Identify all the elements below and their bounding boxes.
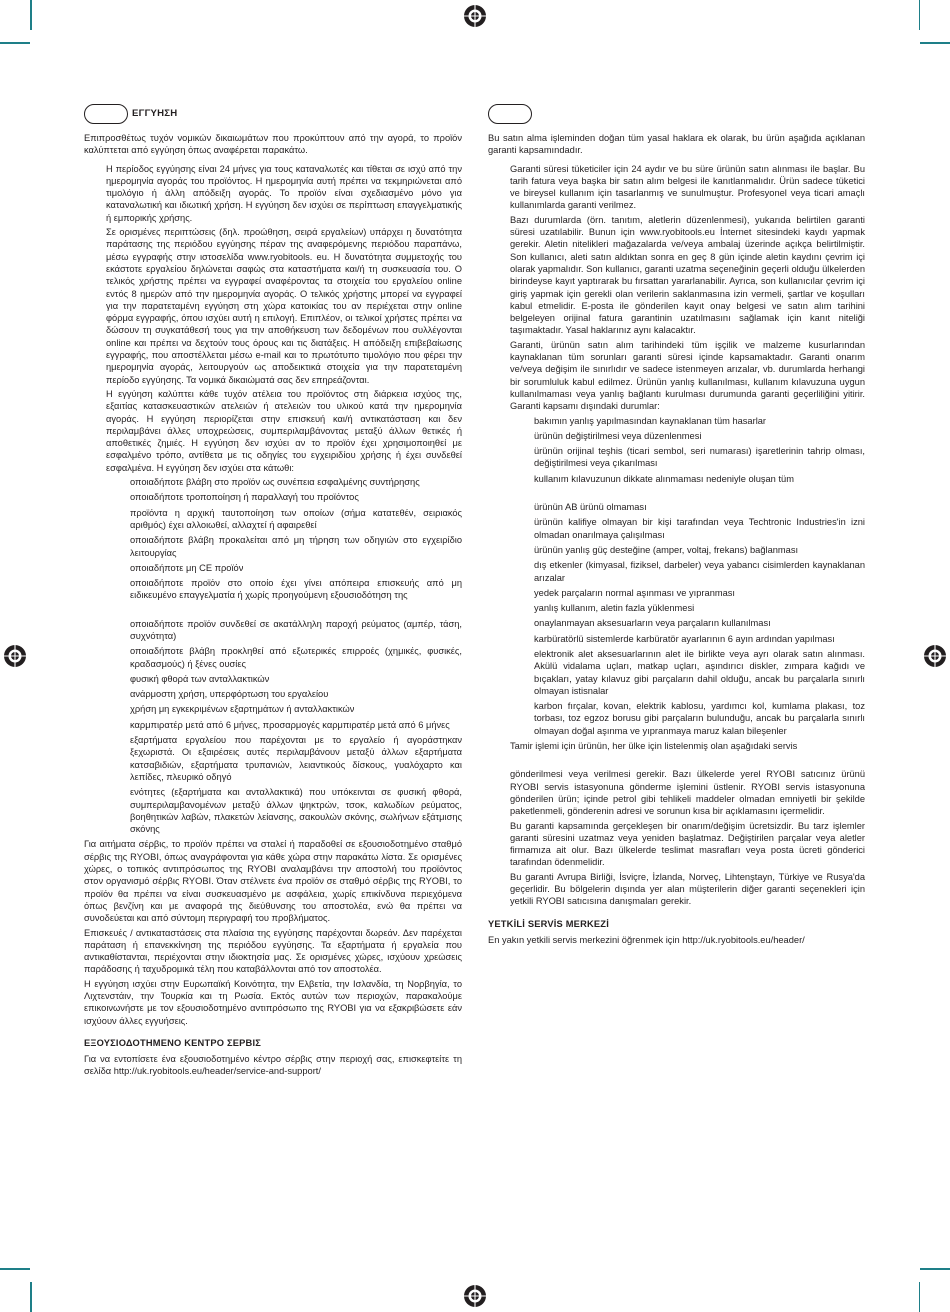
turkish-paragraph: Bu garanti Avrupa Birliği, İsviçre, İzlanda, Norveç, Lihtenştayn, Türkiye ve Rusya'da geçerlidir. Bu bölgelerin dışında yer alan müşterilerin diğer garanti seçenekleri için yetkili RYOBI satıcısına danışmaları gerekir.: [510, 871, 865, 907]
greek-exclusions-list: [84, 476, 462, 835]
list-item: φυσική φθορά των ανταλλακτικών: [130, 673, 270, 684]
list-item: ürünün değiştirilmesi veya düzenlenmesi: [534, 430, 702, 441]
greek-service-heading: ΕΞΟΥΣΙΟΔΟΤΗΜΕΝΟ ΚΕΝΤΡΟ ΣΕΡΒΙΣ: [84, 1037, 262, 1048]
list-item: ürünün yanlış güç desteğine (amper, voltaj, frekans) bağlanması: [534, 544, 799, 555]
language-code-badge: [488, 104, 532, 124]
turkish-paragraph: Bazı durumlarda (örn. tanıtım, aletlerin düzenlenmesi), yukarıda belirtilen garanti süresi uzatılabilir. Bunun için www.ryobitools.eu İnternet sitesindeki kaydı yapmak gerekir. Aletin nitelikleri mağazalarda ve/veya ambalaj üzerinde açıkça belirtilmiştir. Son kullanıcı, aleti satın aldıktan sonra en geç 8 gün içinde aletin kaydını çevrim içi olarak yapmalıdır. Son kullanıcı, garanti uzatma seçeneğinin geçerli olduğu ülkelerden birindeyse kayıt yaptırarak bu fırsattan yararlanabilir. Ayrıca, son kullanıcılar çevrim içi giriş yapmak için gerekli olan verilerin saklanmasına izin vermeli, şartlar ve koşulları kabul etmelidir. E-posta ile gönderilen kayıt onay belgesi ve satın alım tarihini belgeleyen orijinal fatura garantinin uzatılmasını sağlamak için kanıt niteliği taşımaktadır. Yasal haklarınız aynı kalacaktır.: [510, 214, 865, 336]
turkish-paragraph: gönderilmesi veya verilmesi gerekir. Bazı ülkelerde yerel RYOBI satıcınız ürünü RYOBI servis istasyonuna gönderme işlemini üstlenir. RYOBI servis istasyonuna gönderilen ürün; içinde petrol gibi tehlikeli maddeler olmadan emniyetli bir şekilde paketlenmeli, gönderenin adresi ve sorunun kısa bir açıklamasını içermelidir.: [510, 769, 865, 817]
turkish-warranty-column: [488, 102, 865, 948]
registration-mark-icon: [922, 643, 948, 669]
greek-service-text: Για να εντοπίσετε ένα εξουσιοδοτημένο κέντρο σέρβις στην περιοχή σας, επισκεφτείτε τη σελίδα http://uk.ryobitools.eu/header/service-and-support/: [84, 1054, 462, 1077]
list-item: kullanım kılavuzunun dikkate alınmaması nedeniyle oluşan tüm: [534, 473, 794, 484]
list-item: οποιαδήποτε βλάβη στο προϊόν ως συνέπεια εσφαλμένης συντήρησης: [130, 477, 420, 488]
list-item: οποιαδήποτε τροποποίηση ή παραλλαγή του προϊόντος: [130, 492, 359, 503]
turkish-service-text: En yakın yetkili servis merkezini öğrenmek için http://uk.ryobitools.eu/header/: [488, 934, 805, 945]
turkish-intro: Bu satın alma işleminden doğan tüm yasal haklara ek olarak, bu ürün aşağıda açıklanan garanti kapsamındadır.: [488, 133, 865, 156]
greek-section-header: [84, 102, 462, 126]
list-item: οποιαδήποτε προϊόν συνδεθεί σε ακατάλληλη παροχή ρεύματος (αμπέρ, τάση, συχνότητα): [130, 618, 462, 641]
greek-paragraph: Η περίοδος εγγύησης είναι 24 μήνες για τους καταναλωτές και τίθεται σε ισχύ από την ημερομηνία αγοράς του προϊόντος. Η ημερομηνία αυτή πρέπει να τεκμηριώνεται από τιμολόγιο ή άλλη απόδειξη αγοράς. Το προϊόν είναι σχεδιασμένο μόνο για καταναλωτική και ιδιωτική χρήση. Η εγγύηση δεν ισχύει σε περίπτωση επαγγελματικής ή εμπορικής χρήσης.: [106, 163, 462, 223]
registration-mark-icon: [462, 3, 488, 29]
greek-paragraph: Η εγγύηση καλύπτει κάθε τυχόν ατέλεια του προϊόντος στη διάρκεια ισχύος της, εξαιτίας κατασκευαστικών ατελειών ή ατελειών του υλικού κατά την ημερομηνία αγοράς. Η εγγύηση περιορίζεται στην επισκευή και/ή αντικατάσταση και δεν περιλαμβάνει άλλες υποχρεώσεις, συμπεριλαμβάνοντας μεταξύ άλλων θετικές ή αποθετικές ζημιές. Η εγγύηση δεν ισχύει αν το προϊόν έχει χρησιμοποιηθεί με εσφαλμένο τρόπο, αντίθετα με τις οδηγίες του εγχειριδίου χρήσης ή έχει συνδεθεί εσφαλμένα. Η εγγύηση δεν ισχύει στα κάτωθι:: [106, 388, 462, 473]
list-item: onaylanmayan aksesuarların veya parçaların kullanılması: [534, 618, 771, 629]
list-item: bakımın yanlış yapılmasından kaynaklanan tüm hasarlar: [534, 415, 767, 426]
crop-mark: [920, 1268, 950, 1270]
turkish-paragraph: Tamir işlemi için ürünün, her ülke için listelenmiş olan aşağıdaki servis: [510, 741, 798, 752]
greek-paragraph: Για αιτήματα σέρβις, το προϊόν πρέπει να σταλεί ή παραδοθεί σε εξουσιοδοτημένο σταθμό σέρβις της RYOBI, όπως αναγράφονται για κάθε χώρα στην παρακάτω λίστα. Σε ορισμένες χώρες, ο τοπικός αντιπρόσωπος της RYOBI αναλαμβάνει την αποστολή του προϊόντος στον οργανισμό σέρβις RYOBI. Όταν στέλνετε ένα προϊόν σε σταθμό σέρβις της RYOBI, το προϊόν θα πρέπει να είναι συσκευασμένο με ασφάλεια, χωρίς επικίνδυνα περιεχόμενα όπως βενζίνη και με αναφορά της διεύθυνσης του αποστολέα, ενώ θα πρέπει να συνοδεύεται και από σύντομη περιγραφή του προβλήματος.: [84, 839, 462, 924]
greek-paragraph: Σε ορισμένες περιπτώσεις (δηλ. προώθηση, σειρά εργαλείων) υπάρχει η δυνατότητα παράτασης της περιόδου εγγύησης πέραν της αναφερόμενης περιόδου παραπάνω, μέσω εγγραφής στην ιστοσελίδα www.ryobitools. eu. Η δυνατότητα συμμετοχής του εκάστοτε εργαλείου δηλώνεται σαφώς στα καταστήματα και/ή τη συσκευασία του. Ο τελικός χρήστης πρέπει να εγγραφεί αναφέροντας τα στοιχεία του εργαλείου online εντός 8 ημερών από την ημερομηνία αγοράς. Ο τελικός χρήστης μπορεί να εγγραφεί για την παρατεταμένη εγγύηση στη χώρα κατοικίας του αν περιέχεται στην online φόρμα εγγραφής, όπου ισχύει αυτή η επιλογή. Επιπλέον, οι τελικοί χρήστες πρέπει να δώσουν τη συγκατάθεσή τους για την αποθήκευση των δεδομένων που συλλέγονται online και πρέπει να δεχτούν τους όρους και τις διατάξεις. Η απόδειξη επιβεβαίωσης εγγραφής, που αποστέλλεται μέσω e-mail και το πρωτότυπο τιμολόγιο που φέρει την ημερομηνία αγοράς, λειτουργούν ως αποδεικτικά στοιχεία για την παρατεταμένη περίοδο εγγύησης. Τα νομικά δικαιώματά σας δεν επηρεάζονται.: [106, 227, 462, 385]
list-item: ενότητες (εξαρτήματα και ανταλλακτικά) που υπόκεινται σε φυσική φθορά, συμπεριλαμβανομένων μεταξύ άλλων ψηκτρών, τσοκ, καλωδίων ρεύματος, βοηθητικών λαβών, πλακετών λείανσης, σακουλών σκόνης, σωλήνων εξάτμισης σκόνης: [130, 787, 462, 835]
crop-mark: [30, 1282, 32, 1312]
list-item: yanlış kullanım, aletin fazla yüklenmesi: [534, 603, 695, 614]
registration-mark-icon: [2, 643, 28, 669]
crop-mark: [920, 42, 950, 44]
turkish-paragraph: Bu garanti kapsamında gerçekleşen bir onarım/değişim ücretsizdir. Bu tarz işlemler garanti süresini uzatmaz veya yeniden başlatmaz. Değiştirilen parçalar veya aletler firmamıza ait olur. Bazı ülkelerde teslimat masrafları veya posta ücreti gönderici tarafından ödenmelidir.: [510, 820, 865, 868]
list-item: elektronik alet aksesuarlarının alet ile birlikte veya ayrı olarak satın alınması. Akülü vidalama uçları, matkap uçları, aşındırıcı diskler, zımpara kağıdı ve bıçakları, yatay kılavuz gibi parçaların dahil olduğu, ancak bu parçalarla sınırlı olmayan istisnalar: [534, 648, 865, 696]
language-code-badge: [84, 104, 128, 124]
turkish-section-header: [488, 102, 865, 126]
list-item: οποιαδήποτε βλάβη προκληθεί από εξωτερικές επιρροές (χημικές, φυσικές, κραδασμούς) ή ξένες ουσίες: [130, 646, 462, 669]
list-item: ürünün kalifiye olmayan bir kişi tarafından veya Techtronic Industries'in izni olmadan onarılmaya çalışılması: [534, 517, 865, 540]
list-item: ürünün AB ürünü olmaması: [534, 502, 647, 513]
crop-mark: [0, 42, 30, 44]
crop-mark: [919, 0, 921, 30]
list-item: karbon fırçalar, kovan, elektrik kablosu, yardımcı kol, kumlama plakası, toz torbası, toz egzoz borusu gibi parçaların bulunduğu, ancak bu parçalarla sınırlı olmayan doğal aşınma ve yıpranmaya maruz kalan bileşenler: [534, 701, 865, 736]
turkish-exclusions-list: [488, 415, 865, 738]
list-item: οποιαδήποτε προϊόν στο οποίο έχει γίνει απόπειρα επισκευής από μη ειδικευμένο επαγγελματία ή χωρίς προηγούμενη εξουσιοδότηση της: [130, 578, 462, 601]
list-item: karbüratörlü sistemlerde karbüratör ayarlarının 6 ayın ardından yapılması: [534, 633, 835, 644]
list-item: ανάρμοστη χρήση, υπερφόρτωση του εργαλείου: [130, 689, 329, 700]
list-item: εξαρτήματα εργαλείου που παρέχονται με το εργαλείο ή αγοράστηκαν ξεχωριστά. Οι εξαιρέσεις αυτές περιλαμβάνουν μεταξύ άλλων εξαρτήματα κατσαβιδιών, εξαρτήματα τρυπανιών, λειαντικούς δίσκους, γυαλόχαρτο και λεπίδες, πλευρικό οδηγό: [130, 735, 462, 782]
greek-warranty-column: [84, 102, 462, 1080]
crop-mark: [0, 1268, 30, 1270]
turkish-service-heading: YETKİLİ SERVİS MERKEZİ: [488, 918, 609, 929]
registration-mark-icon: [462, 1283, 488, 1309]
crop-mark: [30, 0, 32, 30]
list-item: οποιαδήποτε βλάβη προκαλείται από μη τήρηση των οδηγιών στο εγχειρίδιο λειτουργίας: [130, 535, 462, 558]
greek-paragraph: Επισκευές / αντικαταστάσεις στα πλαίσια της εγγύησης παρέχονται δωρεάν. Δεν παρέχεται παράταση ή επανεκκίνηση της περιόδου εγγύησης. Τα εξαρτήματα ή εργαλεία που αντικαθίστανται, περιέχονται στην ιδιοκτησία μας. Σε ορισμένες χώρες, ισχύουν χρεώσεις παράδοσης ή ταχυδρομικά τέλη που καταβάλλονται από τον αποστολέα.: [84, 927, 462, 975]
turkish-paragraph: Garanti süresi tüketiciler için 24 aydır ve bu süre ürünün satın alınması ile başlar. Bu tarih fatura veya başka bir satın alım belgesi ile kanıtlanmalıdır. Ürün sadece tüketici ve bireysel kullanım için tasarlanmış ve sunulmuştur. Profesyonel veya ticari amaçlı kullanımlarda garanti verilmez.: [510, 163, 865, 211]
list-item: χρήση μη εγκεκριμένων εξαρτημάτων ή ανταλλακτικών: [130, 704, 355, 715]
list-item: yedek parçaların normal aşınması ve yıpranması: [534, 587, 736, 598]
greek-warranty-heading: ΕΓΓΥΗΣΗ: [132, 107, 178, 119]
list-item: dış etkenler (kimyasal, fiziksel, darbeler) veya yabancı cisimlerden kaynaklanan arızalar: [534, 560, 865, 583]
greek-paragraph: Η εγγύηση ισχύει στην Ευρωπαϊκή Κοινότητα, την Ελβετία, την Ισλανδία, τη Νορβηγία, το Λιχτενστάιν, την Τουρκία και τη Ρωσία. Εκτός αυτών των περιοχών, παρακαλούμε επικοινωνήστε με τον εξουσιοδοτημένο αντιπρόσωπο της RYOBI για να εξακριβώσετε εάν ισχύουν άλλες εγγυήσεις.: [84, 978, 462, 1026]
list-item: οποιαδήποτε μη CE προϊόν: [130, 562, 244, 573]
list-item: προϊόντα η αρχική ταυτοποίηση των οποίων (σήμα κατατεθέν, σειριακός αριθμός) έχει αλλοιωθεί, αλλαχτεί ή αφαιρεθεί: [130, 507, 462, 530]
turkish-paragraph: Garanti, ürünün satın alım tarihindeki tüm işçilik ve malzeme kusurlarından kaynaklanan tüm sorunları garanti süresi içinde kapsamaktadır. Garanti onarım ve/veya değişim ile sınırlıdır ve sadece istenmeyen arızalar, vb. durumlarda herhangi bir sorumluluk kabul edilmez. Ürünün yanlış kullanılması, kullanım kılavuzuna uygun kullanılmaması veya yanlış bağlantı kurulması durumunda garanti geçerliliğini yitirir. Garanti kapsamı dışındaki durumlar:: [510, 339, 865, 412]
greek-intro: Επιπροσθέτως τυχόν νομικών δικαιωμάτων που προκύπτουν από την αγορά, το προϊόν καλύπτεται από εγγύηση όπως αναφέρεται παρακάτω.: [84, 133, 462, 156]
list-item: ürünün orijinal teşhis (ticari sembol, seri numarası) işaretlerinin tahrip olması, değiştirilmesi veya çıkarılması: [534, 446, 865, 469]
list-item: καρμπιρατέρ μετά από 6 μήνες, προσαρμογές καρμπιρατέρ μετά από 6 μήνες: [130, 719, 450, 730]
crop-mark: [919, 1282, 921, 1312]
